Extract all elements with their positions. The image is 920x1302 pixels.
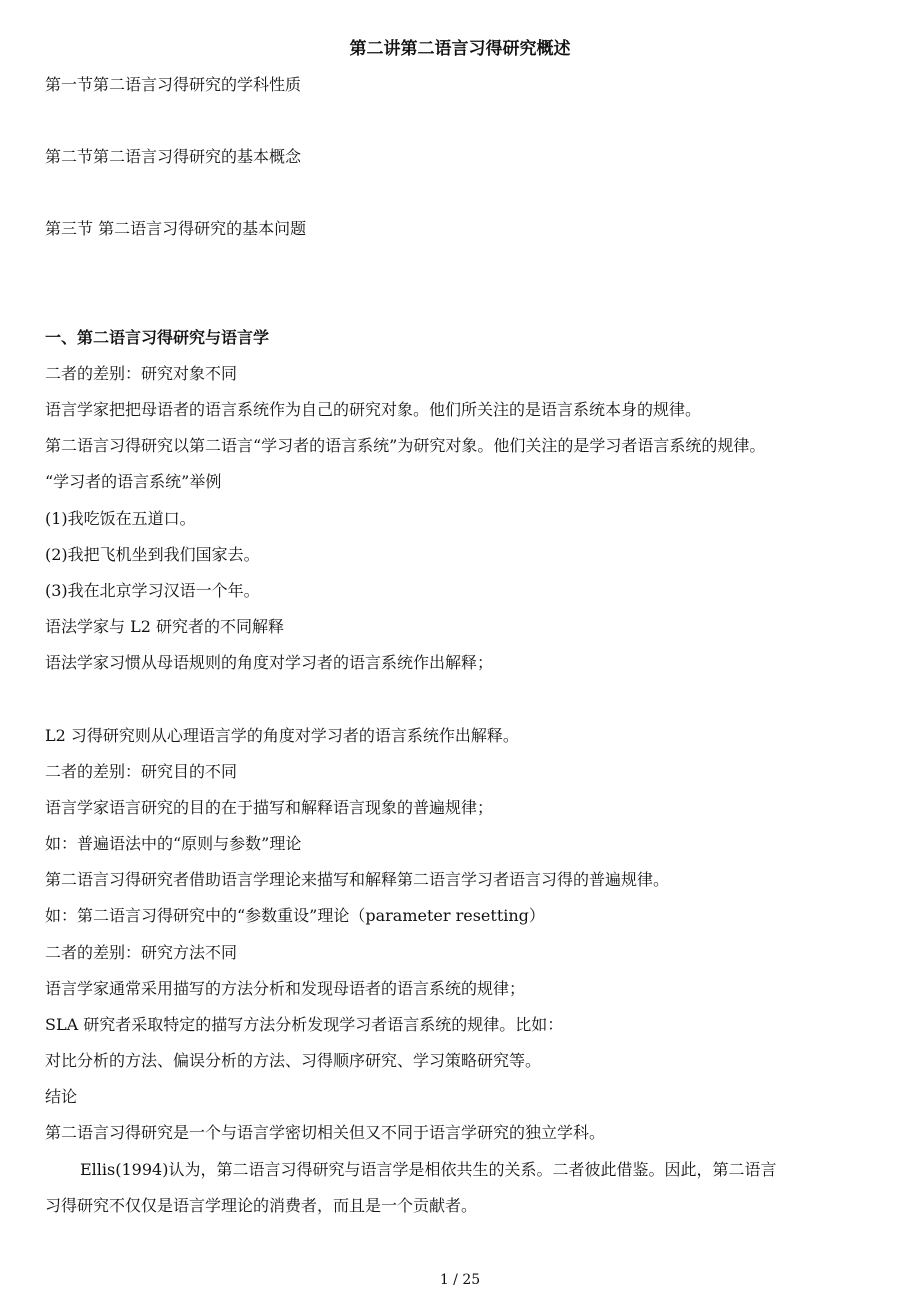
paragraph-line-2: 习得研究不仅仅是语言学理论的消费者，而且是一个贡献者。 xyxy=(45,1196,478,1215)
example-line: (1)我吃饭在五道口。 xyxy=(45,509,196,528)
text-line: 二者的差别：研究目的不同 xyxy=(45,762,238,781)
text-line: SLA 研究者采取特定的描写方法分析发现学习者语言系统的规律。比如： xyxy=(45,1015,564,1034)
text-line: 语法学家与 L2 研究者的不同解释 xyxy=(45,617,284,636)
page-number: 1 / 25 xyxy=(439,1272,481,1288)
example-line: (2)我把飞机坐到我们国家去。 xyxy=(45,545,260,564)
text-line: 如：普遍语法中的“原则与参数”理论 xyxy=(45,834,302,853)
document-title: 第二讲第二语言习得研究概述 xyxy=(349,39,571,59)
text-line: 语法学家习惯从母语规则的角度对学习者的语言系统作出解释； xyxy=(45,653,494,672)
text-line: 二者的差别：研究对象不同 xyxy=(45,364,238,383)
text-line: 如：第二语言习得研究中的“参数重设”理论（parameter resetting） xyxy=(45,906,545,925)
text-line: 语言学家通常采用描写的方法分析和发现母语者的语言系统的规律； xyxy=(45,979,526,998)
text-line: 语言学家把把母语者的语言系统作为自己的研究对象。他们所关注的是语言系统本身的规律。 xyxy=(45,400,702,419)
section-2-heading: 第二节第二语言习得研究的基本概念 xyxy=(45,147,302,166)
text-line: 第二语言习得研究者借助语言学理论来描写和解释第二语言学习者语言习得的普遍规律。 xyxy=(45,870,670,889)
text-line: 对比分析的方法、偏误分析的方法、习得顺序研究、学习策略研究等。 xyxy=(45,1051,542,1070)
text-line: 第二语言习得研究是一个与语言学密切相关但又不同于语言学研究的独立学科。 xyxy=(45,1123,606,1142)
text-line: “学习者的语言系统”举例 xyxy=(45,472,222,491)
text-line: 结论 xyxy=(45,1087,78,1106)
section-3-heading: 第三节 第二语言习得研究的基本问题 xyxy=(45,219,307,238)
text-line: 二者的差别：研究方法不同 xyxy=(45,943,238,962)
example-line: (3)我在北京学习汉语一个年。 xyxy=(45,581,260,600)
subsection-heading: 一、第二语言习得研究与语言学 xyxy=(45,328,270,347)
text-line: 第二语言习得研究以第二语言“学习者的语言系统”为研究对象。他们关注的是学习者语言系统的规律。 xyxy=(45,436,766,455)
text-line: 语言学家语言研究的目的在于描写和解释语言现象的普遍规律； xyxy=(45,798,494,817)
section-1-heading: 第一节第二语言习得研究的学科性质 xyxy=(45,75,302,94)
paragraph-line-1: Ellis(1994)认为，第二语言习得研究与语言学是相依共生的关系。二者彼此借鉴。因此，第二语言 xyxy=(80,1160,777,1179)
text-line: L2 习得研究则从心理语言学的角度对学习者的语言系统作出解释。 xyxy=(45,726,519,745)
